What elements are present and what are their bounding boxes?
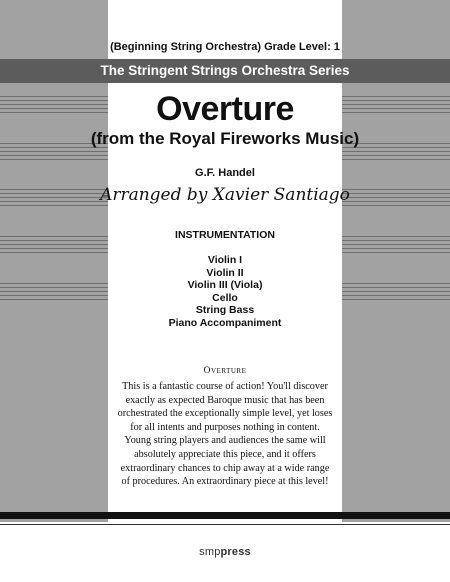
piece-title: Overture bbox=[156, 90, 294, 128]
instrument-item: String Bass bbox=[195, 304, 255, 316]
instrument-item: Violin I bbox=[207, 254, 243, 266]
logo-part-1: smp bbox=[199, 546, 221, 558]
composer-name: G.F. Handel bbox=[195, 167, 255, 179]
series-title: The Stringent Strings Orchestra Series bbox=[100, 63, 350, 78]
instrumentation-heading: INSTRUMENTATION bbox=[175, 229, 275, 241]
instrument-item: Violin II bbox=[206, 266, 244, 279]
bottom-thin-rule bbox=[0, 524, 450, 525]
instrument-item: Cello bbox=[212, 291, 238, 304]
instrumentation-list bbox=[0, 254, 450, 329]
arranger-credit: Arranged by Xavier Santiago bbox=[100, 185, 350, 205]
grade-level-line: (Beginning String Orchestra) Grade Level: 1 bbox=[110, 41, 340, 53]
instrument-item: Piano Accompaniment bbox=[168, 316, 282, 329]
description-heading: Overture bbox=[203, 366, 247, 376]
publisher-logo bbox=[0, 546, 450, 558]
description-text: This is a fantastic course of action! You'll discover exactly as expected Baroque music that has been orchestrated the exceptionally simple level, yet loses for all intents and purposes nothing in content. Young string players and audiences the same will absolutely appreciate this piece, and it offers extraordinary chances to chip away at a wide range of procedures. An extraordinary piece at this level! bbox=[117, 381, 333, 488]
piece-subtitle: (from the Royal Fireworks Music) bbox=[90, 129, 360, 148]
instrument-item: Violin III (Viola) bbox=[187, 279, 263, 291]
bottom-thick-rule bbox=[0, 512, 450, 519]
logo-part-2: press bbox=[220, 546, 251, 558]
